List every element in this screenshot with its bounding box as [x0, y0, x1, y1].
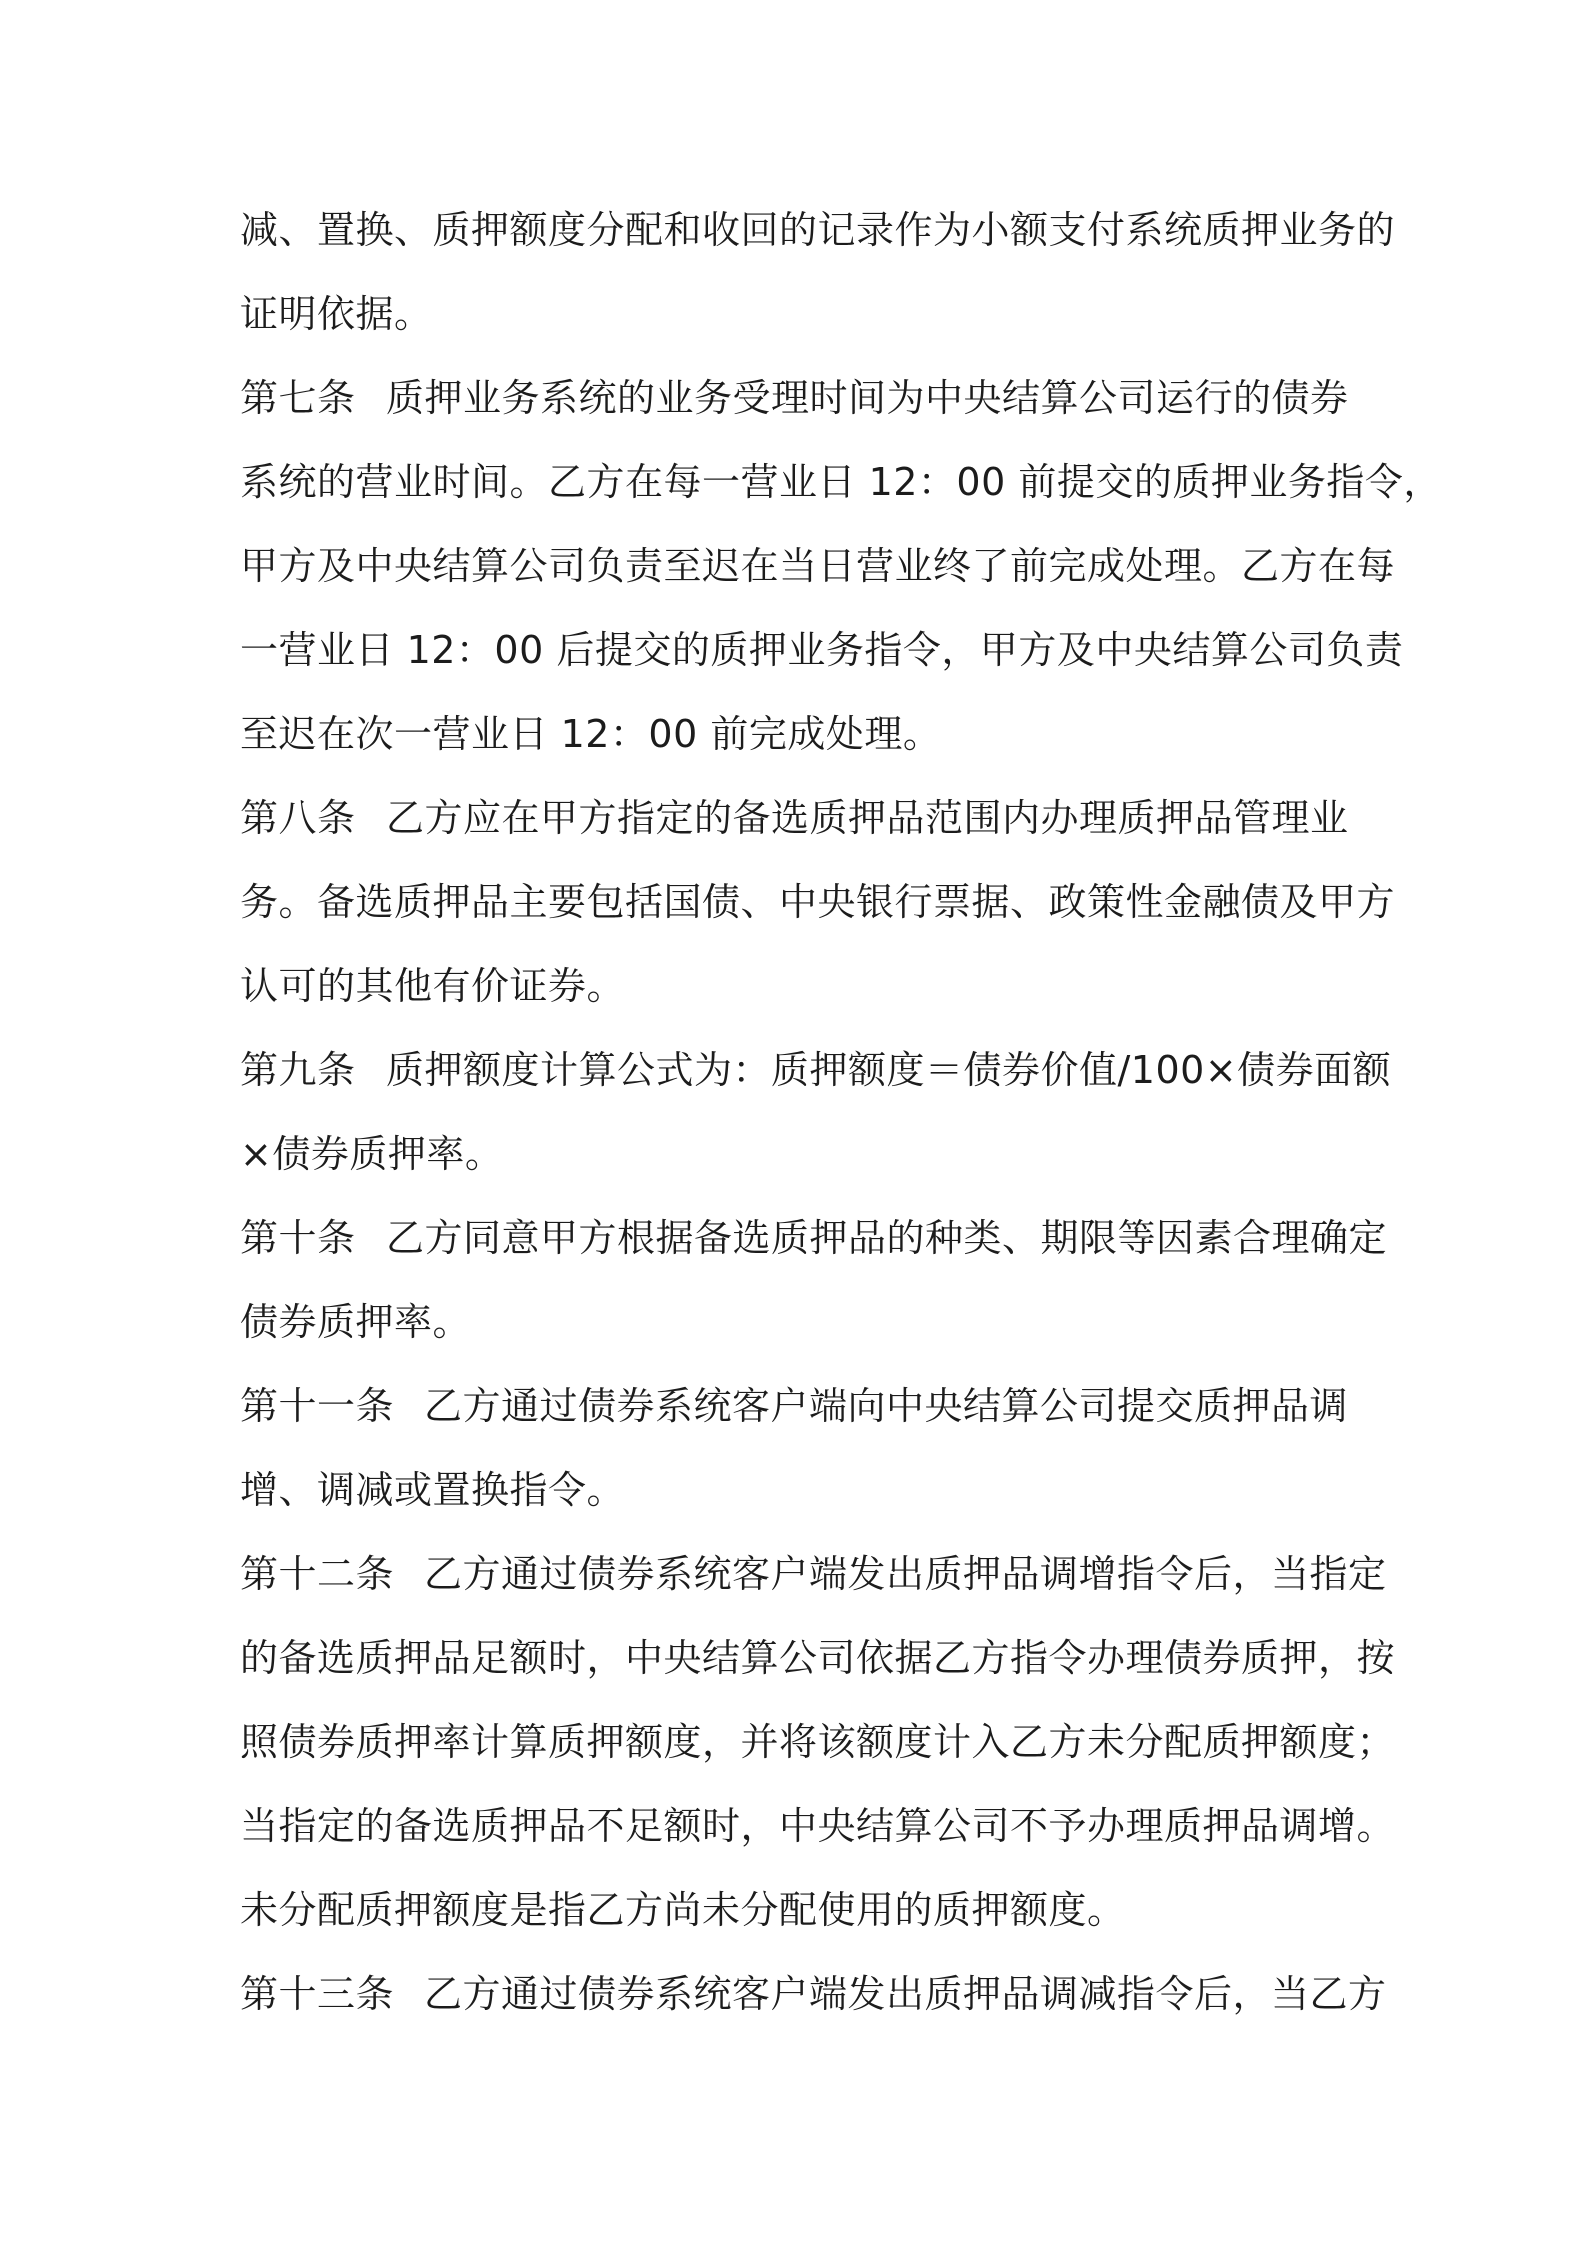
article-label: 第七条	[240, 376, 356, 420]
text-line: 证明依据。	[240, 292, 433, 336]
article-text: 乙方通过债券系统客户端发出质押品调减指令后，当乙方	[424, 1972, 1387, 2016]
text-line: 当指定的备选质押品不足额时，中央结算公司不予办理质押品调增。	[240, 1804, 1396, 1848]
text-line: 系统的营业时间。乙方在每一营业日 12：00 前提交的质押业务指令，	[240, 460, 1442, 504]
article-9-line	[240, 1045, 1392, 1095]
text-line: 增、调减或置换指令。	[240, 1468, 626, 1512]
article-12-line	[240, 1549, 1387, 1599]
text-line: 债券质押率。	[240, 1300, 472, 1344]
article-7-line	[240, 373, 1360, 423]
text-line: 务。备选质押品主要包括国债、中央银行票据、政策性金融债及甲方	[240, 880, 1396, 924]
text-line: 的备选质押品足额时，中央结算公司依据乙方指令办理债券质押，按	[240, 1636, 1396, 1680]
article-10-line	[240, 1213, 1388, 1263]
text-line: 照债券质押率计算质押额度，并将该额度计入乙方未分配质押额度；	[240, 1720, 1396, 1764]
text-line: 一营业日 12：00 后提交的质押业务指令，甲方及中央结算公司负责	[240, 628, 1404, 672]
article-text: 乙方通过债券系统客户端发出质押品调增指令后，当指定	[424, 1552, 1387, 1596]
article-label: 第十二条	[240, 1552, 395, 1596]
article-label: 第十一条	[240, 1384, 395, 1428]
article-text: 乙方应在甲方指定的备选质押品范围内办理质押品管理业	[386, 796, 1349, 840]
text-line: 甲方及中央结算公司负责至迟在当日营业终了前完成处理。乙方在每	[240, 544, 1396, 588]
article-13-line	[240, 1969, 1387, 2019]
article-8-line	[240, 793, 1360, 843]
article-text: 质押额度计算公式为：质押额度＝债券价值/100×债券面额	[386, 1048, 1392, 1092]
text-line: ×债券质押率。	[240, 1132, 504, 1176]
article-text: 乙方同意甲方根据备选质押品的种类、期限等因素合理确定	[386, 1216, 1388, 1260]
article-11-line	[240, 1381, 1360, 1431]
article-label: 第八条	[240, 796, 356, 840]
text-line: 未分配质押额度是指乙方尚未分配使用的质押额度。	[240, 1888, 1126, 1932]
text-line: 认可的其他有价证券。	[240, 964, 626, 1008]
text-line: 减、置换、质押额度分配和收回的记录作为小额支付系统质押业务的	[240, 208, 1396, 252]
article-text: 质押业务系统的业务受理时间为中央结算公司运行的债券	[386, 376, 1349, 420]
text-line: 至迟在次一营业日 12：00 前完成处理。	[240, 712, 942, 756]
article-text: 乙方通过债券系统客户端向中央结算公司提交质押品调	[424, 1384, 1349, 1428]
article-label: 第十条	[240, 1216, 356, 1260]
article-label: 第九条	[240, 1048, 356, 1092]
article-label: 第十三条	[240, 1972, 395, 2016]
